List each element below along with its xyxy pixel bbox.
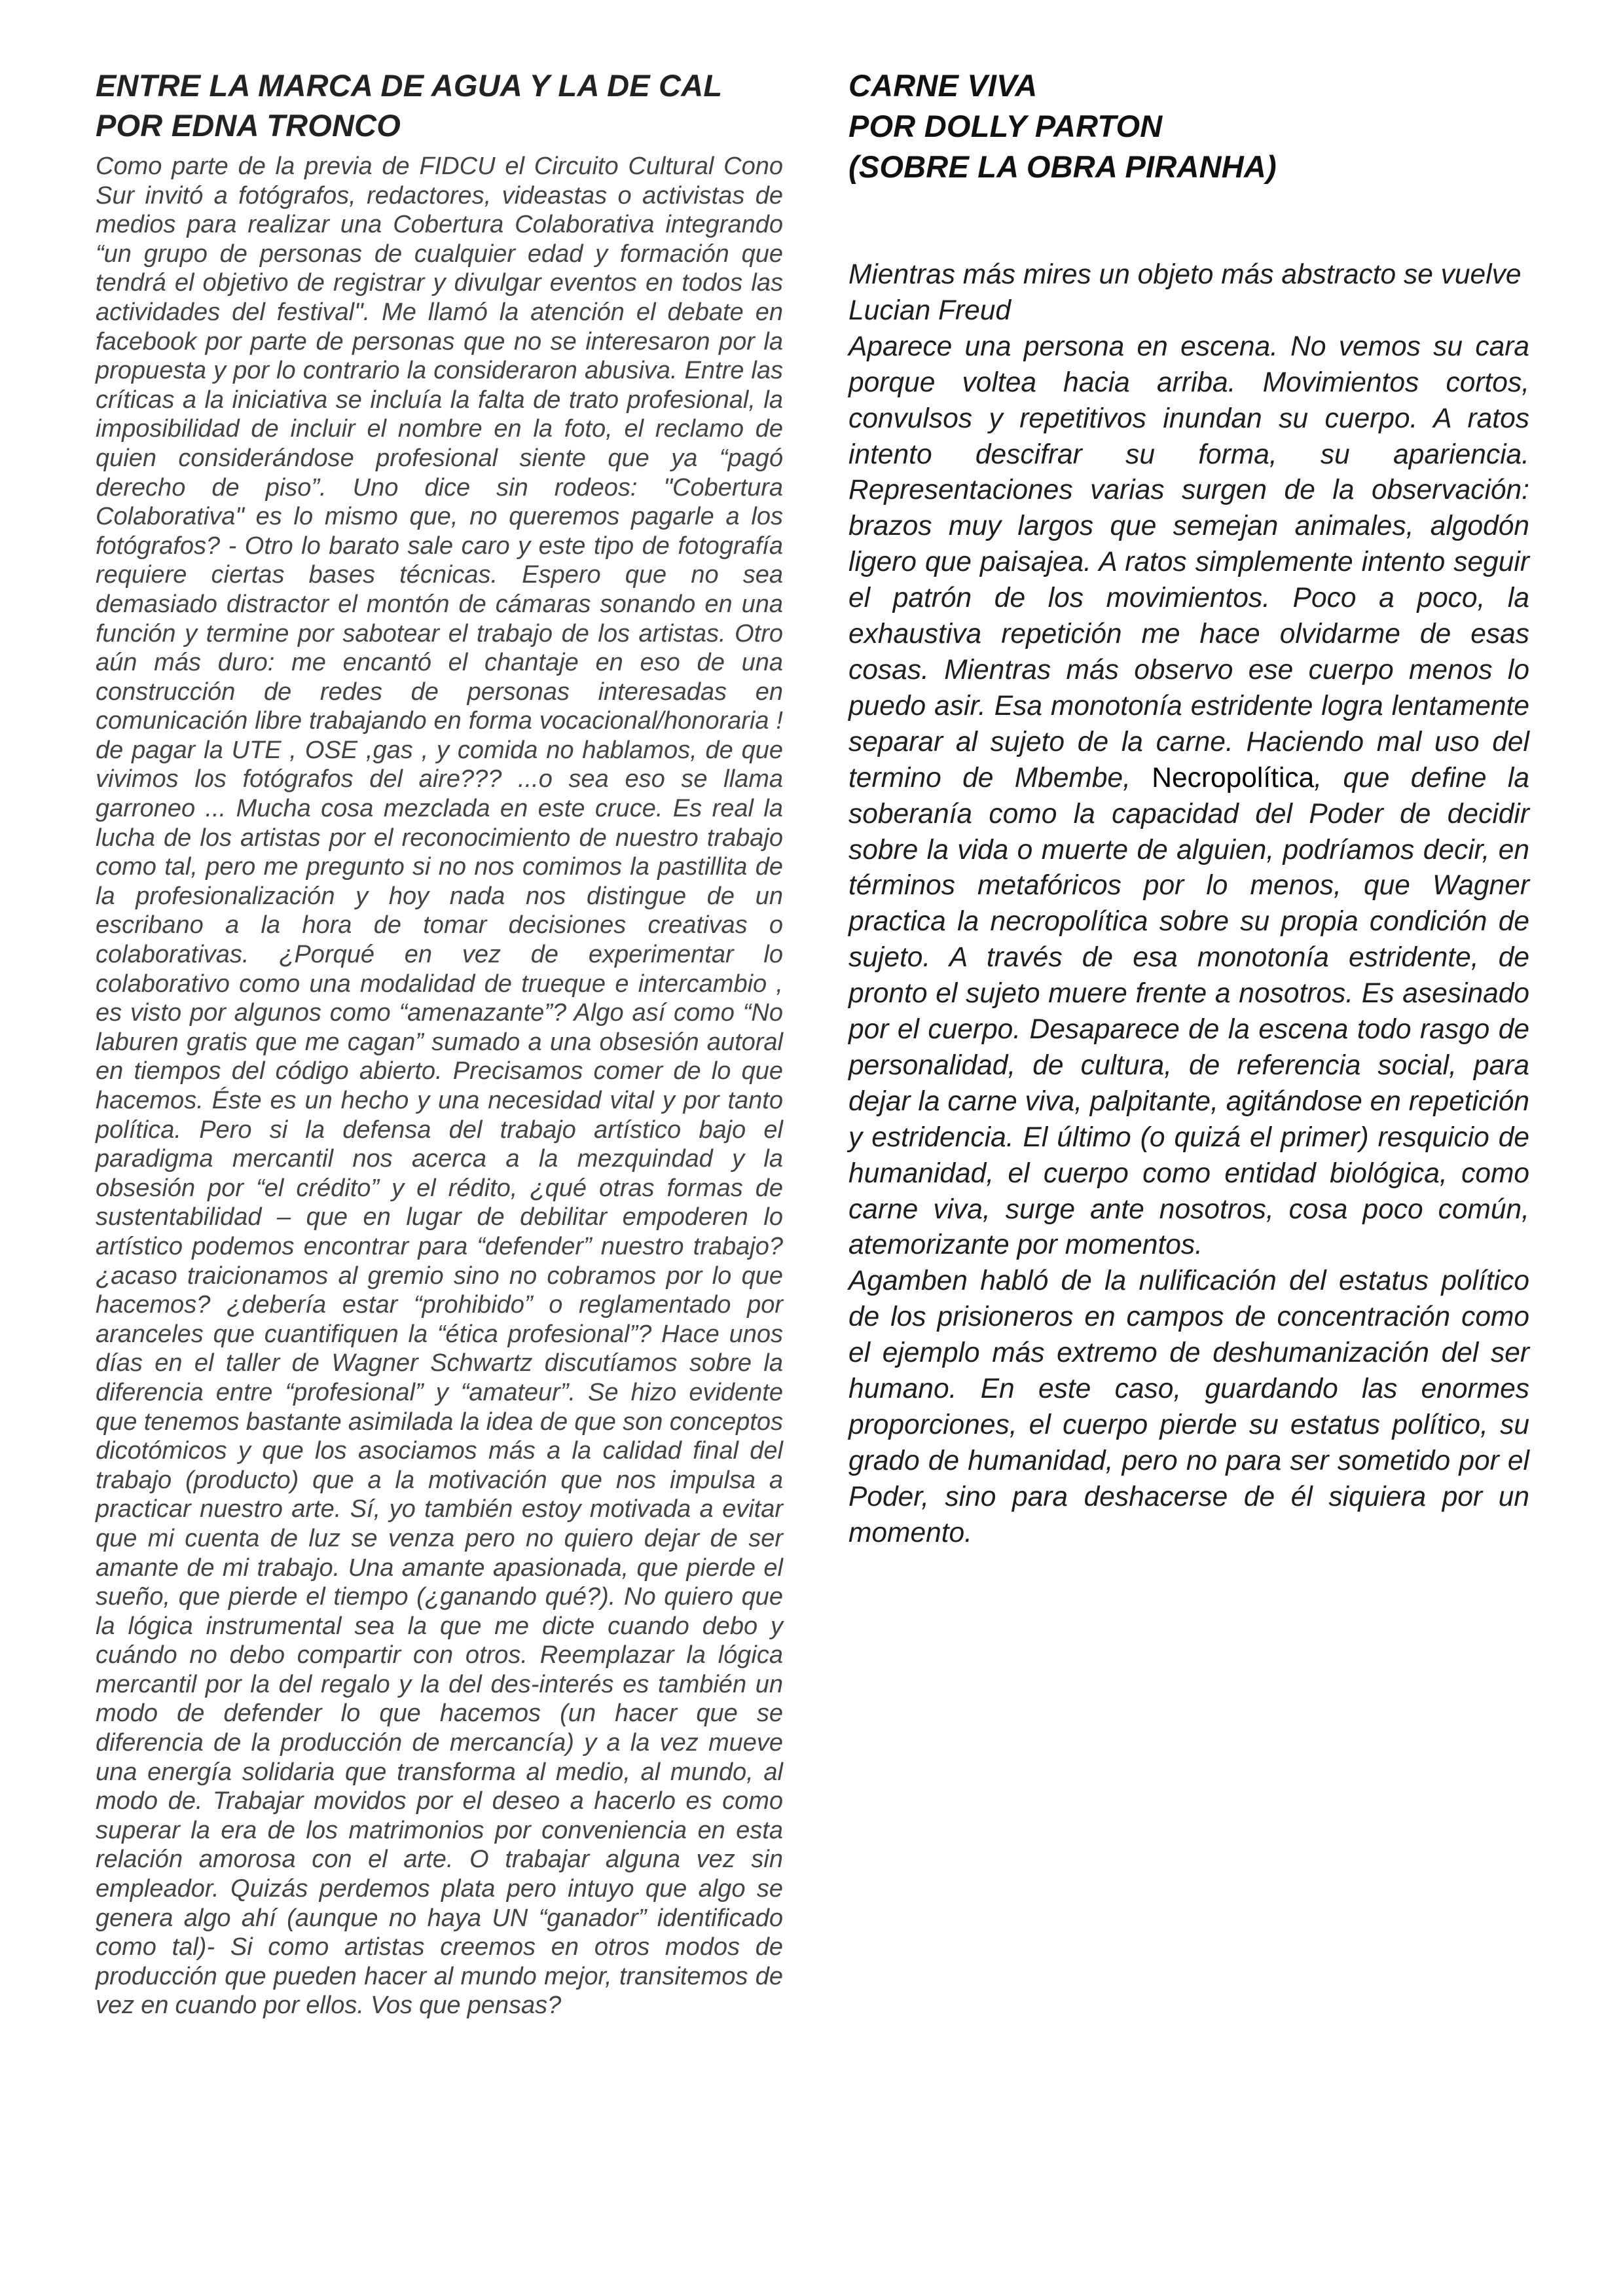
left-title-byline: POR EDNA TRONCO [96,108,401,143]
right-paragraph-1 [848,329,1529,1264]
right-paragraph-1-text: Aparece una persona en escena. No vemos su cara porque voltea hacia arriba. Movimientos cortos, convulsos y repetitivos inundan su cuerpo. A ratos intento descifrar su forma, su apariencia. Representaciones varias surgen de la observación: brazos muy largos que semejan animales, algodón ligero que paisajea. A ratos simplemente intento seguir el patrón de los movimientos. Poco a poco, la exhaustiva repetición me hace olvidarme de esas cosas. Mientras más observo ese cuerpo menos lo puedo asir. Esa monotonía estridente logra lentamente separar al sujeto de la carne. Haciendo mal uso del termino de Mbembe, [848,331,1529,793]
right-paragraph-1-rest: , que define la soberanía como la capacidad del Poder de decidir sobre la vida o muerte de alguien, podríamos decir, en términos metafóricos por lo menos, que Wagner practica la necropolítica sobre su propia condición de sujeto. A través de esa monotonía estridente, de pronto el sujeto muere frente a nosotros. Es asesinado por el cuerpo. Desaparece de la escena todo rasgo de personalidad, de cultura, de referencia social, para dejar la carne viva, palpitante, agitándose en repetición y estridencia. El último (o quizá el primer) resquicio de humanidad, el cuerpo como entidad biológica, como carne viva, surge ante nosotros, cosa poco común, atemorizante por momentos. [848,762,1529,1261]
left-article-title [96,65,783,145]
right-article-title [848,65,1529,187]
left-title-line1: ENTRE LA MARCA DE AGUA Y LA DE CAL [96,68,723,103]
left-article-body: Como parte de la previa de FIDCU el Circuito Cultural Cono Sur invitó a fotógrafos, redactores, videastas o activistas de medios para realizar una Cobertura Colaborativa integrando “un grupo de personas de cualquier edad y formación que tendrá el objetivo de registrar y divulgar eventos en todos las actividades del festival". Me llamó la atención el debate en facebook por parte de personas que no se interesaron por la propuesta y por lo contrario la consideraron abusiva. Entre las críticas a la iniciativa se incluía la falta de trato profesional, la imposibilidad de incluir el nombre en la foto, el reclamo de quien considerándose profesional siente que ya “pagó derecho de piso”. Uno dice sin rodeos: "Cobertura Colaborativa" es lo mismo que, no queremos pagarle a los fotógrafos? - Otro lo barato sale caro y este tipo de fotografía requiere ciertas bases técnicas. Espero que no sea demasiado distractor el montón de cámaras sonando en una función y termine por sabotear el trabajo de los artistas. Otro aún más duro: me encantó el chantaje en eso de una construcción de redes de personas interesadas en comunicación libre trabajando en forma vocacional/honoraria ! de pagar la UTE , OSE ,gas , y comida no hablamos, de que vivimos los fotógrafos del aire??? ...o sea eso se llama garroneo ... Mucha cosa mezclada en este cruce. Es real la lucha de los artistas por el reconocimiento de nuestro trabajo como tal, pero me pregunto si no nos comimos la pastillita de la profesionalización y hoy nada nos distingue de un escribano a la hora de tomar decisiones creativas o colaborativas. ¿Porqué en vez de experimentar lo colaborativo como una modalidad de trueque e intercambio , es visto por algunos como “amenazante”? Algo así como “No laburen gratis que me cagan” sumado a una obsesión autoral en tiempos del código abierto. Precisamos comer de lo que hacemos. Éste es un hecho y una necesidad vital y por tanto política. Pero si la defensa del trabajo artístico bajo el paradigma mercantil nos acerca a la mezquindad y la obsesión por “el crédito” y el rédito, ¿qué otras formas de sustentabilidad – que en lugar de debilitar empoderen lo artístico podemos encontrar para “defender” nuestro trabajo? ¿acaso traicionamos al gremio sino no cobramos por lo que hacemos? ¿debería estar “prohibido” o reglamentado por aranceles que cuantifiquen la “ética profesional”? Hace unos días en el taller de Wagner Schwartz discutíamos sobre la diferencia entre “profesional” y “amateur”. Se hizo evidente que tenemos bastante asimilada la idea de que son conceptos dicotómicos y que los asociamos más a la calidad final del trabajo (producto) que a la motivación que nos impulsa a practicar nuestro arte. Sí, yo también estoy motivada a evitar que mi cuenta de luz se venza pero no quiero dejar de ser amante de mi trabajo. Una amante apasionada, que pierde el sueño, que pierde el tiempo (¿ganando qué?). No quiero que la lógica instrumental sea la que me dicte cuando debo y cuándo no debo compartir con otros. Reemplazar la lógica mercantil por la del regalo y la del des-interés es también un modo de defender lo que hacemos (un hacer que se diferencia de la producción de mercancía) y a la vez mueve una energía solidaria que transforma al medio, al mundo, al modo de. Trabajar movidos por el deseo a hacerlo es como superar la era de los matrimonios por conveniencia en esta relación amorosa con el arte. O trabajar alguna vez sin empleador. Quizás perdemos plata pero intuyo que algo se genera algo ahí (aunque no haya UN “ganador” identificado como tal)- Si como artistas creemos en otros modos de producción que pueden hacer al mundo mejor, transitemos de vez en cuando por ellos. Vos que pensas? [96,153,783,2020]
right-article [848,65,1529,1552]
right-title-line1: CARNE VIVA [848,68,1038,103]
right-article-body [848,257,1529,1552]
right-title-subtitle: (SOBRE LA OBRA PIRANHA) [848,149,1277,184]
right-paragraph-2: Agamben habló de la nulificación del estatus político de los prisioneros en campos de concentración como el ejemplo más extremo de deshumanización del ser humano. En este caso, guardando las enormes proporciones, el cuerpo pierde su estatus político, su grado de humanidad, pero no para ser sometido por el Poder, sino para deshacerse de él siquiera por un momento. [848,1266,1529,1548]
necropolitica-term: Necropolítica [1152,762,1315,793]
right-title-byline: POR DOLLY PARTON [848,109,1163,143]
epigraph-quote: Mientras más mires un objeto más abstracto se vuelve [848,259,1522,290]
epigraph-author: Lucian Freud [848,295,1012,326]
left-article [96,65,783,2020]
